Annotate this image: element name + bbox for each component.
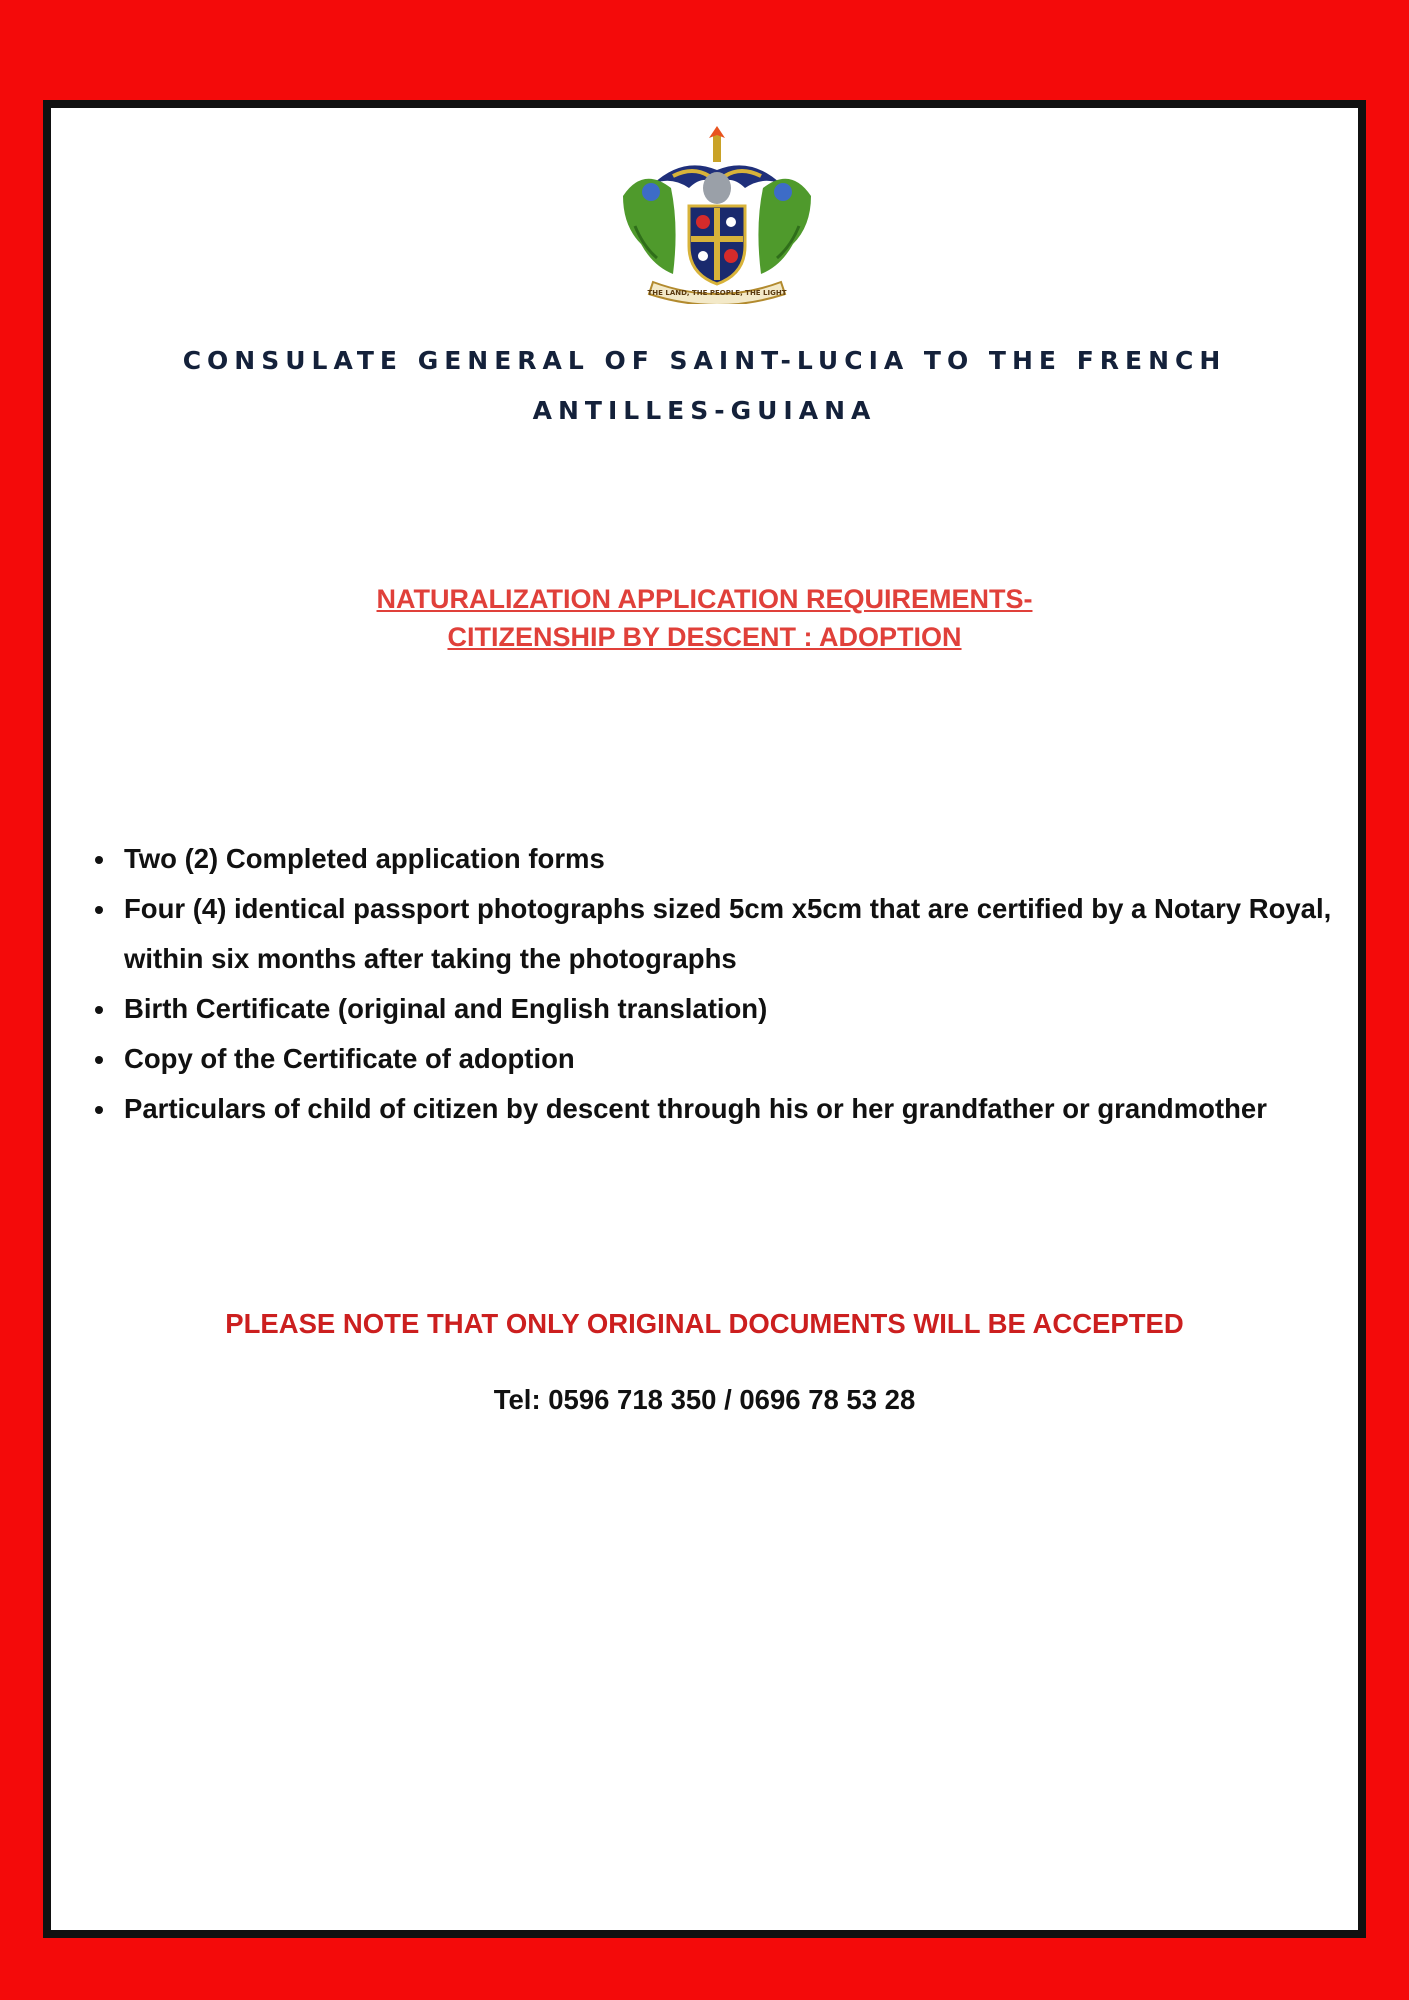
document-title-line2: CITIZENSHIP BY DESCENT : ADOPTION <box>447 622 962 652</box>
requirements-list <box>63 834 1388 1134</box>
requirement-item: • Copy of the Certificate of adoption <box>118 1034 1388 1084</box>
telephone-contact: Tel: 0596 718 350 / 0696 78 53 28 <box>493 1384 916 1415</box>
requirement-item: • Two (2) Completed application forms <box>118 834 1388 884</box>
requirement-item: • Four (4) identical passport photographs sized 5cm x5cm that are certified by a Notary Royal, within six months after taking the photographs <box>118 884 1388 984</box>
original-documents-note: PLEASE NOTE THAT ONLY ORIGINAL DOCUMENTS WILL BE ACCEPTED <box>225 1308 1184 1339</box>
consulate-name-line2: ANTILLES-GUIANA <box>532 396 877 425</box>
document-title-line1: NATURALIZATION APPLICATION REQUIREMENTS- <box>376 584 1033 614</box>
emblem-motto: THE LAND, THE PEOPLE, THE LIGHT <box>647 289 787 297</box>
requirement-item: • Birth Certificate (original and English translation) <box>118 984 1388 1034</box>
requirement-item: • Particulars of child of citizen by descent through his or her grandfather or grandmother <box>118 1084 1388 1134</box>
document-page <box>43 100 1366 1938</box>
consulate-name-line1: CONSULATE GENERAL OF SAINT-LUCIA TO THE FRENCH <box>182 346 1227 375</box>
coat-of-arms-emblem <box>613 126 821 304</box>
